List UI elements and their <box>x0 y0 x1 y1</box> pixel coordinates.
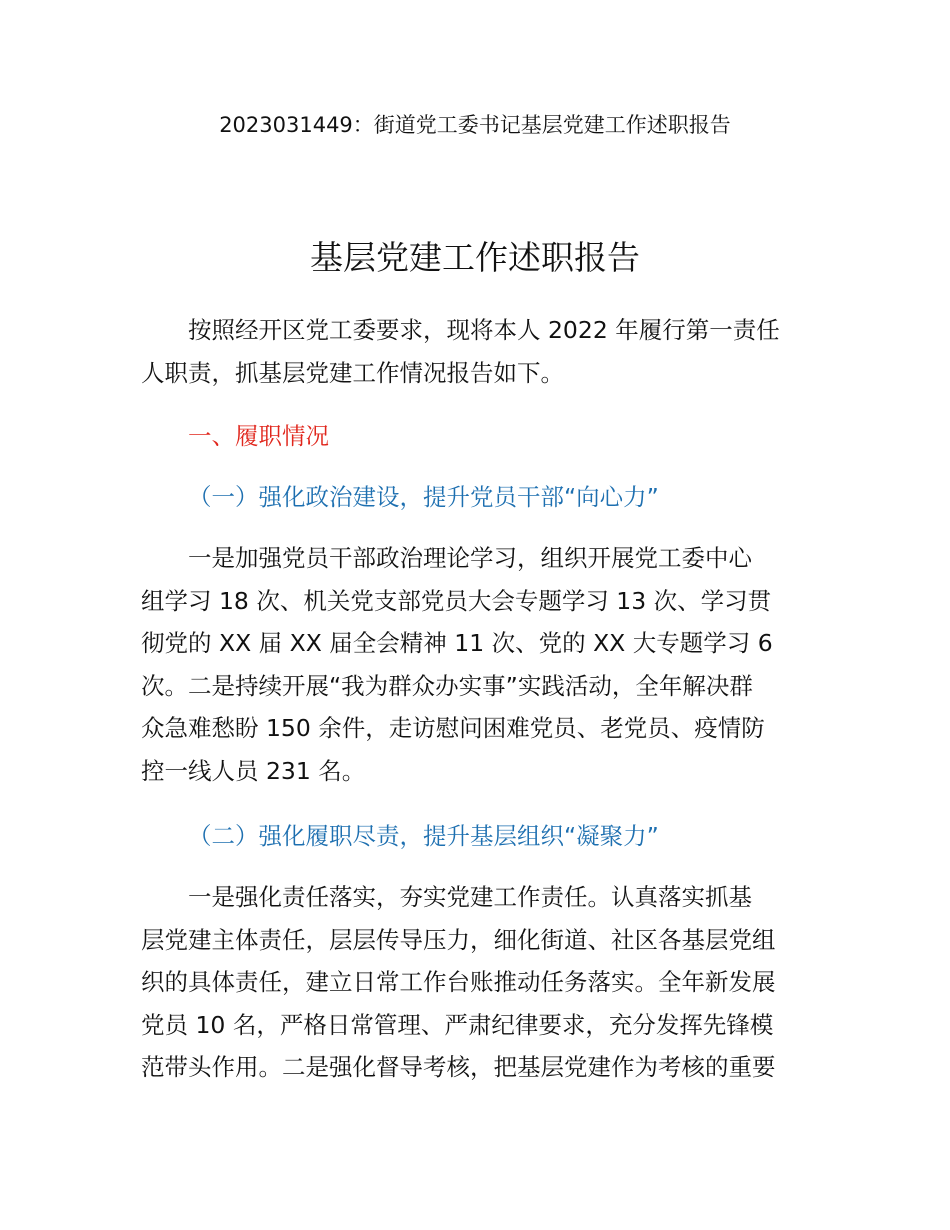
paragraph-line: 织的具体责任，建立日常工作台账推动任务落实。全年新发展 <box>141 968 776 996</box>
intro-line-2: 人职责，抓基层党建工作情况报告如下。 <box>141 358 564 387</box>
paragraph-line: 彻党的 XX 届 XX 届全会精神 11 次、党的 XX 大专题学习 6 <box>141 629 773 657</box>
intro-line-1: 按照经开区党工委要求，现将本人 2022 年履行第一责任 <box>188 316 780 344</box>
intro-paragraph <box>141 309 813 394</box>
paragraph-line: 一是强化责任落实，夯实党建工作责任。认真落实抓基 <box>188 883 752 911</box>
subsection-2-paragraph <box>141 876 813 1089</box>
document-header: 2023031449：街道党工委书记基层党建工作述职报告 <box>219 113 731 137</box>
paragraph-line: 次。二是持续开展“我为群众办实事”实践活动，全年解决群 <box>141 671 753 700</box>
paragraph-line: 控一线人员 231 名。 <box>141 756 366 785</box>
paragraph-line: 范带头作用。二是强化督导考核，把基层党建作为考核的重要 <box>141 1053 776 1081</box>
paragraph-line: 组学习 18 次、机关党支部党员大会专题学习 13 次、学习贯 <box>141 586 772 615</box>
paragraph-line: 党员 10 名，严格日常管理、严肃纪律要求，充分发挥先锋模 <box>141 1010 774 1039</box>
paragraph-line: 众急难愁盼 150 余件，走访慰问困难党员、老党员、疫情防 <box>141 714 765 742</box>
subsection-1-paragraph <box>141 537 813 792</box>
document-title: 基层党建工作述职报告 <box>310 238 640 277</box>
subsection-heading-1: （一）强化政治建设，提升党员干部“向心力” <box>188 483 659 511</box>
paragraph-line: 层党建主体责任，层层传导压力，细化街道、社区各基层党组 <box>141 925 776 954</box>
subsection-heading-2: （二）强化履职尽责，提升基层组织“凝聚力” <box>188 822 659 850</box>
paragraph-line: 一是加强党员干部政治理论学习，组织开展党工委中心 <box>188 544 752 572</box>
section-heading-1: 一、履职情况 <box>188 422 329 450</box>
